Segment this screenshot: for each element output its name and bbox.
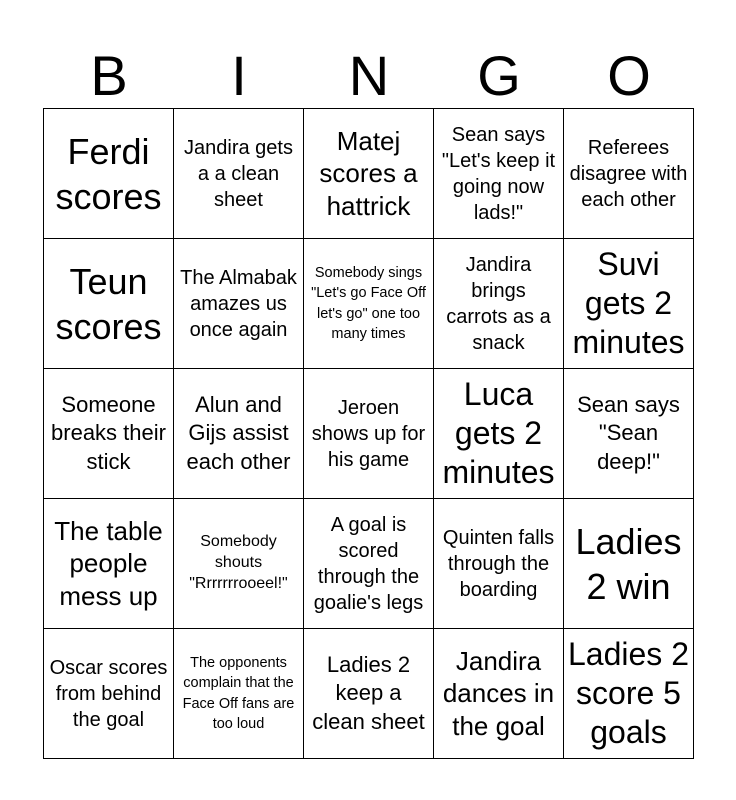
bingo-cell[interactable] — [564, 629, 694, 759]
cell-text: Luca gets 2 minutes — [442, 375, 555, 491]
cell-text: Jandira brings carrots as a snack — [446, 253, 551, 354]
bingo-cell[interactable] — [304, 109, 434, 239]
bingo-cell[interactable] — [44, 629, 174, 759]
bingo-cell[interactable] — [174, 239, 304, 369]
bingo-cell[interactable] — [434, 109, 564, 239]
cell-text: Referees disagree with each other — [569, 136, 688, 211]
bingo-header — [44, 44, 694, 108]
cell-text: A goal is scored through the goalie's legs — [313, 513, 424, 614]
cell-text: Ladies 2 keep a clean sheet — [312, 652, 425, 734]
bingo-cell[interactable] — [564, 499, 694, 629]
bingo-cell[interactable] — [174, 109, 304, 239]
cell-text: Teun scores — [55, 260, 162, 347]
bingo-cell[interactable] — [304, 499, 434, 629]
cell-text: Jeroen shows up for his game — [311, 396, 426, 471]
bingo-cell[interactable] — [304, 629, 434, 759]
cell-text: The Almabak amazes us once again — [180, 266, 297, 341]
bingo-cell[interactable] — [434, 239, 564, 369]
cell-text: Ferdi scores — [55, 130, 162, 217]
bingo-cell[interactable] — [44, 109, 174, 239]
bingo-cell[interactable] — [174, 499, 304, 629]
cell-text: Somebody shouts "Rrrrrrrooeel!" — [189, 533, 288, 592]
cell-text: Suvi gets 2 minutes — [572, 245, 685, 361]
bingo-cell[interactable] — [564, 109, 694, 239]
cell-text: Sean says "Let's keep it going now lads!" — [441, 123, 556, 224]
cell-text: Someone breaks their stick — [51, 392, 166, 474]
header-letter-i: I — [231, 44, 247, 107]
bingo-cell[interactable] — [304, 239, 434, 369]
header-letter-g: G — [477, 44, 521, 107]
bingo-cell[interactable] — [44, 499, 174, 629]
bingo-cell[interactable] — [564, 369, 694, 499]
cell-text: Sean says "Sean deep!" — [577, 392, 680, 474]
header-letter-n: N — [348, 44, 390, 107]
cell-text: Quinten falls through the boarding — [442, 526, 555, 601]
bingo-cell[interactable] — [564, 239, 694, 369]
bingo-cell[interactable] — [174, 629, 304, 759]
cell-text: Ladies 2 win — [575, 520, 682, 607]
cell-text: Matej scores a hattrick — [319, 125, 418, 221]
cell-text: Jandira gets a a clean sheet — [184, 136, 293, 211]
cell-text: Oscar scores from behind the goal — [49, 656, 168, 731]
bingo-cell[interactable] — [44, 239, 174, 369]
header-letter-b: B — [90, 44, 128, 107]
cell-text: The table people mess up — [54, 515, 163, 611]
bingo-cell[interactable] — [44, 369, 174, 499]
bingo-cell[interactable] — [174, 369, 304, 499]
cell-text: Somebody sings "Let's go Face Off let's go" one too many times — [311, 264, 426, 342]
bingo-cell[interactable] — [434, 499, 564, 629]
bingo-cell[interactable] — [434, 369, 564, 499]
cell-text: Alun and Gijs assist each other — [186, 392, 291, 474]
cell-text: Jandira dances in the goal — [442, 645, 555, 741]
bingo-cell[interactable] — [304, 369, 434, 499]
header-letter-o: O — [607, 44, 651, 107]
bingo-cell[interactable] — [434, 629, 564, 759]
cell-text: Ladies 2 score 5 goals — [568, 635, 689, 751]
bingo-board — [43, 108, 694, 759]
cell-text: The opponents complain that the Face Off fans are too loud — [182, 654, 295, 732]
